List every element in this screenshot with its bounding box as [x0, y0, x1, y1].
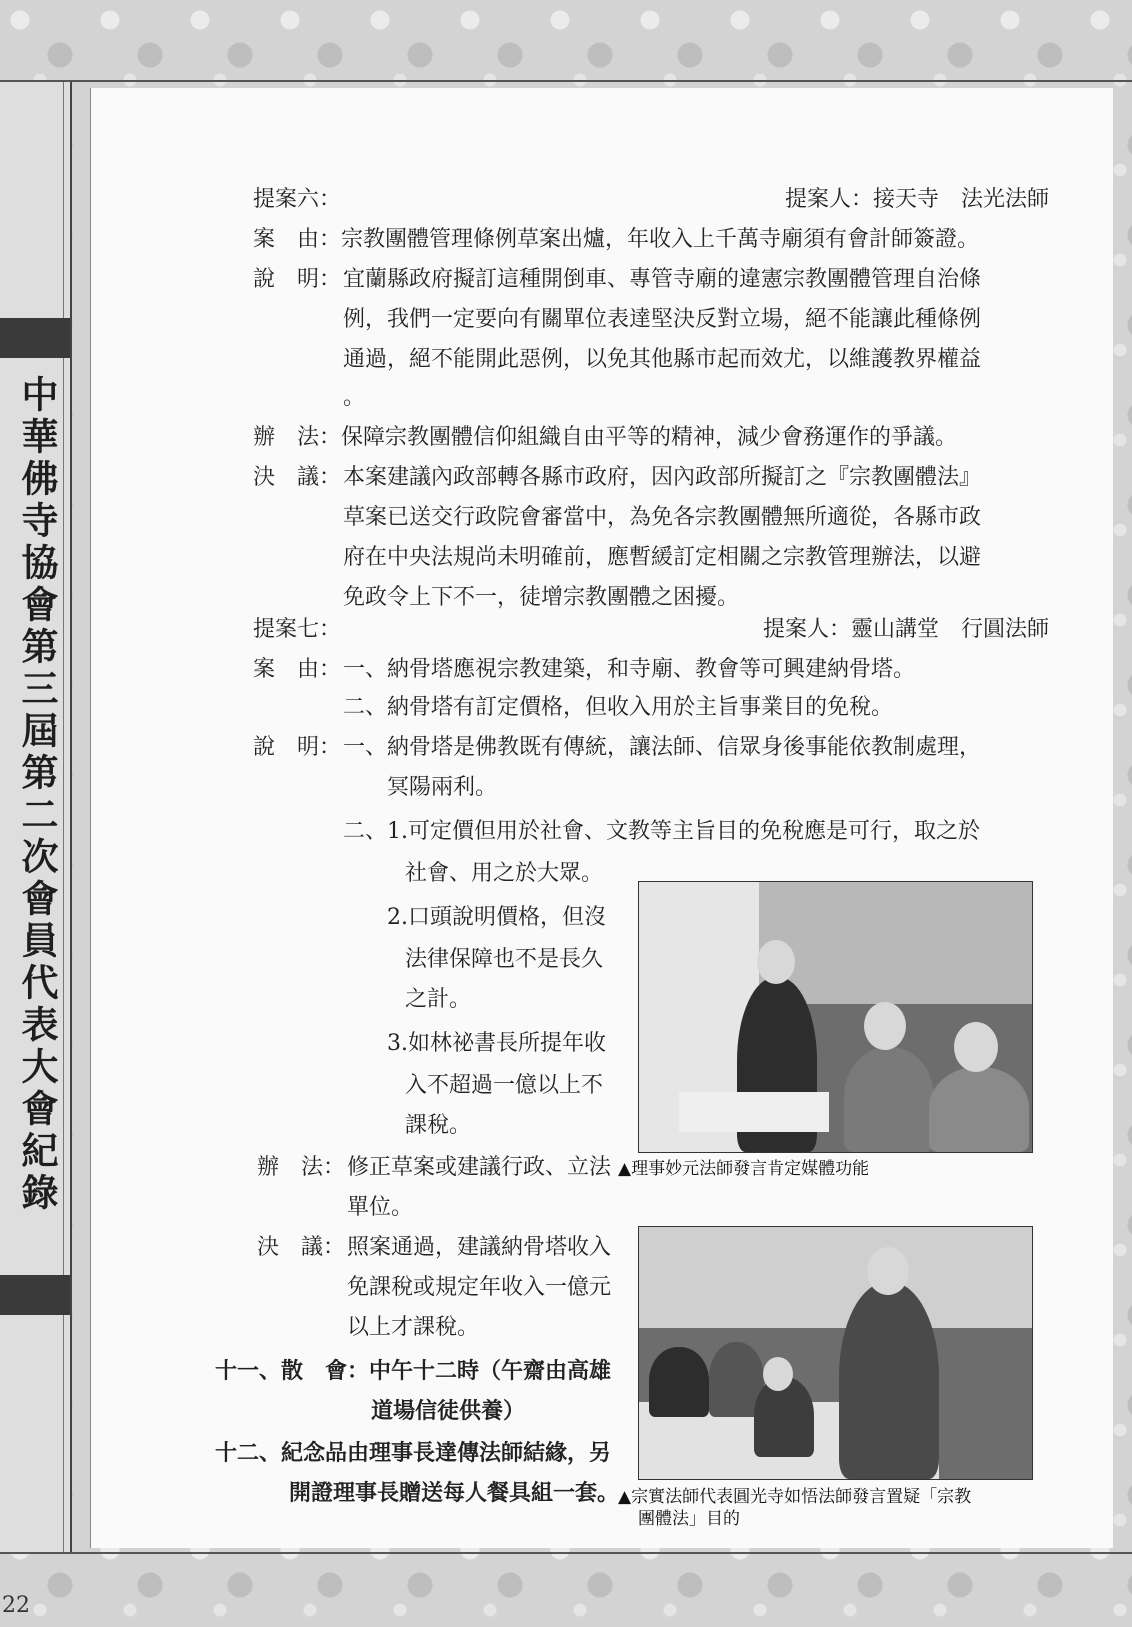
photo2-caption-line: ▲宗實法師代表圓光寺如悟法師發言置疑「宗教 [618, 1487, 972, 1507]
reason-label: 案 由： [253, 227, 342, 252]
document-page [90, 88, 1113, 1548]
proposal6-resolution-label: 決 議： [253, 465, 342, 490]
item12-line: 十二、紀念品由理事長達傳法師結緣，另 [215, 1441, 612, 1466]
proposal7-reason-line: 二、納骨塔有訂定價格，但收入用於主旨事業目的免稅。 [343, 695, 894, 720]
proposal7-resolution-line: 以上才課稅。 [347, 1315, 480, 1340]
item11-line: 十一、散 會：中午十二時（午齋由高雄 [215, 1359, 612, 1384]
proposal6-proposer: 提案人：接天寺 法光法師 [784, 187, 1049, 212]
page-number: 22 [2, 1593, 30, 1618]
spine-divider [70, 82, 72, 1552]
photo-head [763, 1357, 793, 1391]
frame-border-bottom [0, 1552, 1132, 1554]
reason-text: 宗教團體管理條例草案出爐，年收入上千萬寺廟須有會計師簽證。 [341, 227, 980, 252]
proposal7-point2-line: 2.口頭說明價格，但沒 [387, 905, 606, 930]
photo-person [839, 1282, 939, 1479]
spine-divider-inner [63, 82, 64, 1552]
proposal6-method [253, 418, 957, 458]
method-text: 保障宗教團體信仰組織自由平等的精神，減少會務運作的爭議。 [341, 425, 958, 450]
photo2-caption-line: 團體法」目的 [638, 1509, 740, 1529]
proposal7-point2-line: 之計。 [405, 987, 472, 1012]
frame-border-top [0, 80, 1132, 82]
spine-title: 中華佛寺協會第三屆第二次會員代表大會紀錄 [15, 375, 59, 1215]
photo-head [954, 1022, 998, 1072]
proposal7-proposer: 提案人：靈山講堂 行圓法師 [762, 617, 1049, 642]
photo-head [757, 940, 795, 984]
proposal7-method-line: 修正草案或建議行政、立法 [347, 1155, 612, 1180]
proposal7-resolution-label: 決 議： [257, 1235, 346, 1260]
photo-head [864, 1002, 906, 1050]
proposal7-reason-label: 案 由： [253, 657, 342, 682]
proposal6-explain-line: 宜蘭縣政府擬訂這種開倒車、專管寺廟的違憲宗教團體管理自治條 [343, 267, 982, 292]
proposal6-explain-line: 通過，絕不能開此惡例，以免其他縣市起而效尤，以維護教界權益 [343, 347, 982, 372]
proposal6-reason [253, 220, 979, 260]
proposal6-resolution-line: 府在中央法規尚未明確前，應暫緩訂定相關之宗教管理辦法，以避 [343, 545, 982, 570]
proposal7-point3-line: 入不超過一億以上不 [405, 1073, 604, 1098]
proposal6-explain-label: 說 明： [253, 267, 342, 292]
method-label: 辦 法： [253, 425, 342, 450]
proposal6-explain-line: 例，我們一定要向有關單位表達堅決反對立場，絕不能讓此種條例 [343, 307, 982, 332]
proposal7-heading: 提案七： [253, 617, 342, 642]
photo-questioning-monk [638, 1226, 1033, 1480]
proposal7-explain-label: 說 明： [253, 735, 342, 760]
spine-bar-top [0, 318, 70, 358]
proposal7-method-line: 單位。 [347, 1195, 414, 1220]
photo-person [929, 1067, 1029, 1152]
proposal7-resolution-line: 照案通過，建議納骨塔收入 [347, 1235, 612, 1260]
proposal7-point3-line: 課稅。 [405, 1113, 472, 1138]
proposal7-method-label: 辦 法： [257, 1155, 346, 1180]
proposal6-explain-line: 。 [343, 385, 366, 410]
photo-head [867, 1247, 909, 1295]
photo-windows [639, 1227, 1032, 1328]
proposal7-explain1-line: 一、納骨塔是佛教既有傳統，讓法師、信眾身後事能依教制處理， [343, 735, 982, 760]
proposal7-resolution-line: 免課稅或規定年收入一億元 [347, 1275, 612, 1300]
proposal7-point3-line: 3.如林祕書長所提年收 [387, 1031, 606, 1056]
photo-person [844, 1047, 934, 1152]
photo-speaker-monk [638, 881, 1033, 1153]
photo-person [649, 1347, 709, 1417]
proposal7-explain2-line: 二、1.可定價但用於社會、文教等主旨目的免稅應是可行，取之於 [343, 819, 980, 844]
spine-bar-bottom [0, 1275, 70, 1315]
proposal7-reason-line: 一、納骨塔應視宗教建築，和寺廟、教會等可興建納骨塔。 [343, 657, 916, 682]
proposal7-point2-line: 法律保障也不是長久 [405, 947, 604, 972]
photo1-caption: ▲理事妙元法師發言肯定媒體功能 [618, 1159, 870, 1179]
proposal6-resolution-line: 本案建議內政部轉各縣市政府，因內政部所擬訂之『宗教團體法』 [343, 465, 982, 490]
proposal7-explain2-line: 社會、用之於大眾。 [405, 861, 604, 886]
proposal6-heading: 提案六： [253, 187, 342, 212]
proposal7-explain1-line: 冥陽兩利。 [387, 775, 498, 800]
item11-line: 道場信徒供養） [371, 1399, 526, 1424]
item12-line: 開證理事長贈送每人餐具組一套。 [289, 1481, 620, 1506]
proposal6-resolution-line: 草案已送交行政院會審當中，為免各宗教團體無所適從，各縣市政 [343, 505, 982, 530]
photo-table [679, 1092, 829, 1132]
proposal6-resolution-line: 免政令上下不一，徒增宗教團體之困擾。 [343, 585, 740, 610]
